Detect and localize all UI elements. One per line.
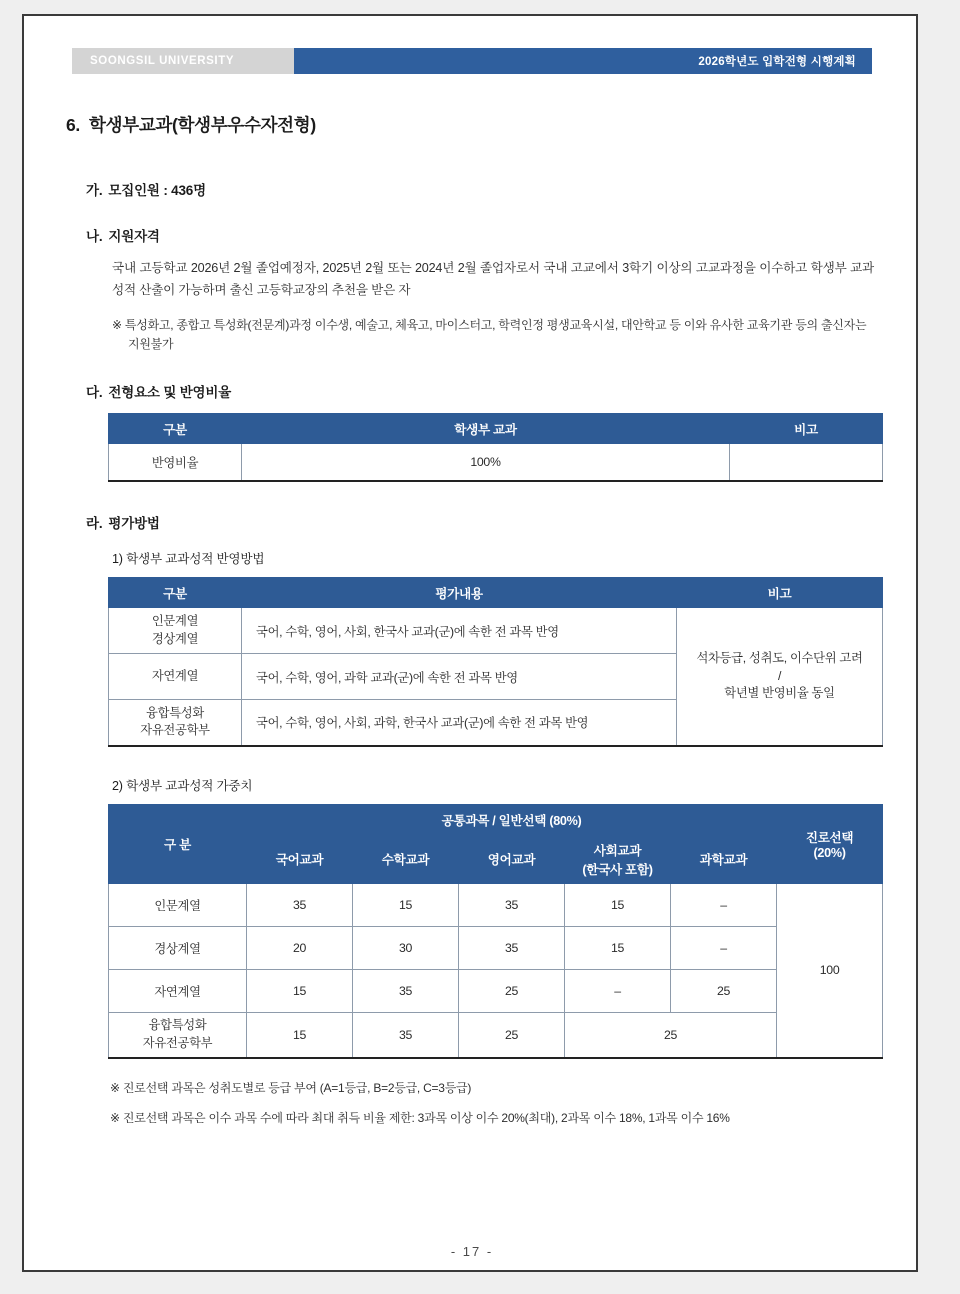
footnote-2: ※ 진로선택 과목은 이수 과목 수에 따라 최대 취득 비율 제한: 3과목 이상 이수 20%(최대), 2과목 이수 18%, 1과목 이수 16% [110,1110,730,1125]
weight-th-science: 과학교과 [671,834,777,883]
ratio-cell-value: 100% [242,443,730,481]
weight-cell-career-merged: 100 [777,883,883,1058]
method-table [108,577,883,747]
item-c-heading [86,381,918,401]
table-header-row [109,578,883,608]
ratio-cell-gubun: 반영비율 [109,443,242,481]
item-b-title: 지원자격 [108,229,160,244]
weight-table [108,804,883,1060]
item-d-title: 평가방법 [108,516,160,532]
weight-row2-science: – [671,926,777,969]
method-cell-bigo-merged: 석차등급, 성취도, 이수단위 고려 / 학년별 반영비율 동일 [677,608,883,746]
weight-row3-gubun: 자연계열 [109,969,247,1012]
table-header-row [109,804,883,834]
weight-row4-social-science-merged: 25 [565,1012,777,1058]
method-cell-gubun-3: 융합특성화 자유전공학부 [109,700,242,746]
plan-title: 2026학년도 입학전형 시행계획 [698,56,856,68]
method-cell-gubun-1: 인문계열 경상계열 [109,608,242,654]
table-header-row [109,413,883,443]
weight-row1-science: – [671,883,777,926]
section-title [66,112,918,137]
weight-row2-english: 35 [459,926,565,969]
plan-title-box [294,48,872,74]
weight-row1-english: 35 [459,883,565,926]
table-row [109,926,883,969]
university-name: SOONGSIL UNIVERSITY [90,55,235,67]
weight-row4-english: 25 [459,1012,565,1058]
method-cell-content-1: 국어, 수학, 영어, 사회, 한국사 교과(군)에 속한 전 과목 반영 [242,608,677,654]
document-content [24,112,918,1128]
weight-th-career: 진로선택 (20%) [777,804,883,883]
document-header [72,48,872,74]
weight-row3-social: – [565,969,671,1012]
weight-row4-gubun: 융합특성화 자유전공학부 [109,1012,247,1058]
table-row [109,883,883,926]
method-th-content: 평가내용 [242,578,677,608]
weight-th-english: 영어교과 [459,834,565,883]
table-row [109,443,883,481]
method-cell-gubun-2: 자연계열 [109,654,242,700]
weight-th-social: 사회교과 (한국사 포함) [565,834,671,883]
weight-row1-gubun: 인문계열 [109,883,247,926]
eligibility-paragraph: 국내 고등학교 2026년 2월 졸업예정자, 2025년 2월 또는 2024년 2월 졸업자로서 국내 고교에서 3학기 이상의 고교과정을 이수하고 학생부 교과성적 산출이 가능하며 출신 고등학교장의 추천을 받은 자 [112,261,874,298]
method-th-gubun: 구분 [109,578,242,608]
item-d-heading [86,512,918,532]
weight-row3-korean: 15 [247,969,353,1012]
item-c-title: 전형요소 및 반영비율 [108,384,232,400]
weight-row1-korean: 35 [247,883,353,926]
table-row [109,608,883,654]
item-a-title: 모집인원 : 436명 [108,183,206,198]
weight-th-gubun: 구 분 [109,804,247,883]
item-a-label: 가. [86,183,103,198]
ratio-th-gubun: 구분 [109,413,242,443]
document-page [22,14,918,1272]
weight-row3-math: 35 [353,969,459,1012]
subsection1-label: 1) 학생부 교과성적 반영방법 [112,552,265,567]
ratio-th-subject: 학생부 교과 [242,413,730,443]
weight-row2-math: 30 [353,926,459,969]
page-number: - 17 - [450,1244,494,1259]
item-a-heading [86,179,918,199]
item-b-heading [86,225,918,245]
weight-row4-math: 35 [353,1012,459,1058]
ratio-table [108,413,883,483]
table-row [109,1012,883,1058]
weight-th-math: 수학교과 [353,834,459,883]
method-cell-content-2: 국어, 수학, 영어, 과학 교과(군)에 속한 전 과목 반영 [242,654,677,700]
item-b-label: 나. [86,229,103,244]
university-name-box [72,48,294,74]
weight-th-common-group: 공통과목 / 일반선택 (80%) [247,804,777,834]
eligibility-note: ※ 특성화고, 종합고 특성화(전문계)과정 이수생, 예술고, 체육고, 마이스터고, 학력인정 평생교육시설, 대안학교 등 이와 유사한 교육기관 등의 출신자는 지원불가 [112,317,867,352]
weight-row2-korean: 20 [247,926,353,969]
item-c-label: 다. [86,384,103,400]
ratio-cell-bigo [730,443,883,481]
subsection2-label: 2) 학생부 교과성적 가중치 [112,778,253,793]
weight-row1-math: 15 [353,883,459,926]
table-row [109,969,883,1012]
weight-row2-social: 15 [565,926,671,969]
weight-row4-korean: 15 [247,1012,353,1058]
footnote-1: ※ 진로선택 과목은 성취도별로 등급 부여 (A=1등급, B=2등급, C=3등급) [110,1081,472,1096]
weight-th-korean: 국어교과 [247,834,353,883]
weight-row1-social: 15 [565,883,671,926]
method-cell-content-3: 국어, 수학, 영어, 사회, 과학, 한국사 교과(군)에 속한 전 과목 반영 [242,700,677,746]
weight-row2-gubun: 경상계열 [109,926,247,969]
method-th-bigo: 비고 [677,578,883,608]
weight-row3-english: 25 [459,969,565,1012]
section-title-text: 학생부교과(학생부우수자전형) [89,115,316,135]
ratio-th-bigo: 비고 [730,413,883,443]
item-d-label: 라. [86,516,103,532]
weight-row3-science: 25 [671,969,777,1012]
section-number: 6. [66,115,80,135]
